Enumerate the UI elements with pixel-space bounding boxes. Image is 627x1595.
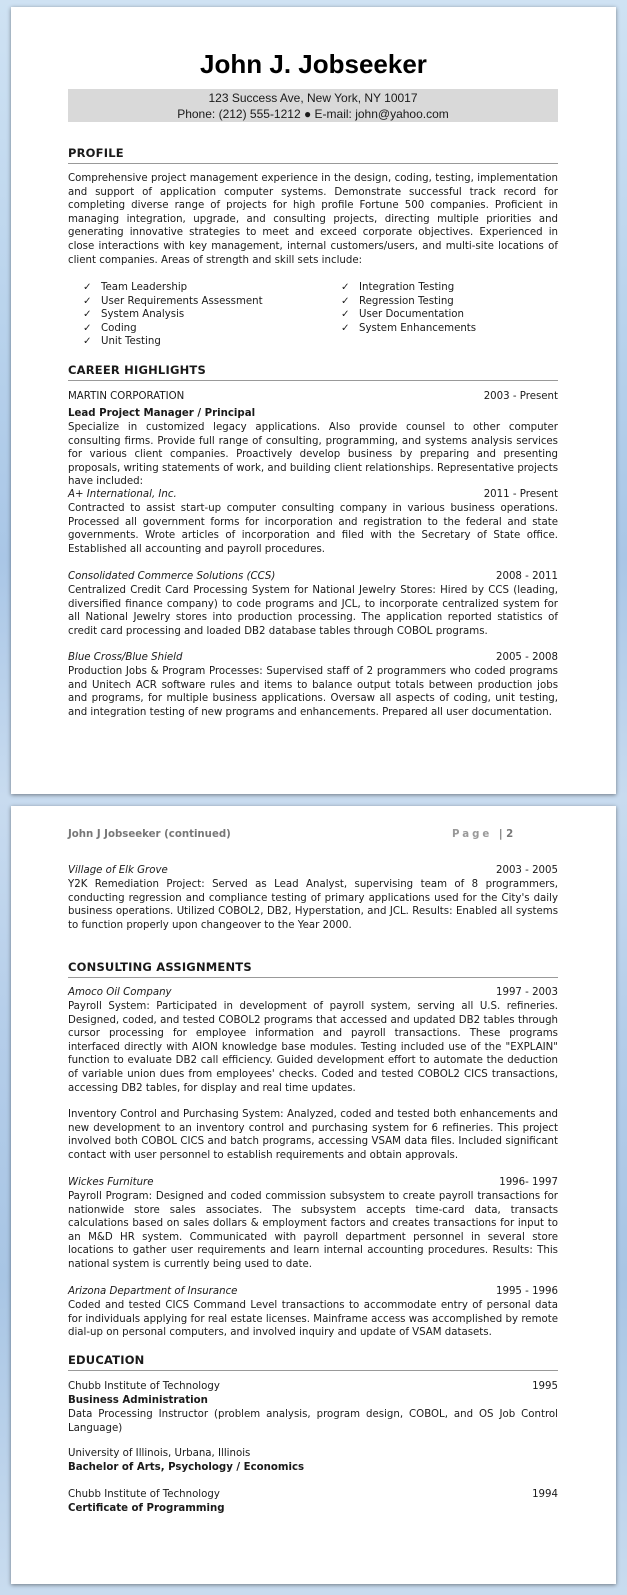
company: Wickes Furniture	[68, 1177, 154, 1188]
candidate-name: John J. Jobseeker	[200, 49, 427, 79]
skills-list-left	[83, 281, 263, 349]
resume-page-1	[11, 7, 616, 794]
company: Arizona Department of Insurance	[68, 1286, 238, 1297]
page-indicator: Page | 2	[452, 829, 514, 840]
job-description: Y2K Remediation Project: Served as Lead Analyst, supervising team of 8 programmers, conducting regression and compliance testing of primary applications used for the City's daily business operations. Utilized COBOL2, DB2, Hyperstation, and JCL. Results: Enabled all systems to function properly upon changeover to the Year 2000.	[68, 879, 558, 931]
check-icon: ✓	[341, 309, 350, 321]
job-header	[68, 864, 558, 878]
list-item: ✓ User Requirements Assessment	[83, 295, 263, 307]
list-item: ✓ Coding	[83, 322, 137, 334]
company: A+ International, Inc.	[68, 489, 177, 500]
company: MARTIN CORPORATION	[68, 391, 185, 402]
degree: Certificate of Programming	[68, 1503, 225, 1514]
job-description: Specialize in customized legacy applications. Also provide counsel to other computer consulting firms. Provide full range of consulting, programming, and systems analysis services for various client companies. Proactively develop business by preparing and presenting proposals, writing statements of work, and building client relationships. Representative projects have included:	[68, 422, 558, 488]
job-description: Production Jobs & Program Processes: Supervised staff of 2 programmers who coded programs and Unitech ACR software rules and items to balance output totals between production jobs and programs, for multiple business applications. Oversaw all aspects of coding, unit testing, and integration testing of new programs and enhancements. Prepared all user documentation.	[68, 666, 558, 718]
job-description: Payroll Program: Designed and coded commission subsystem to create payroll transactions for nationwide store sales associates. The subsystem accepts time-card data, transacts calculations based on sales dollars & employment factors and creates transactions for input to an M&D HR system. Communicated with payroll department personnel in several store locations to gather user requirements and learn internal accounting procedures. Results: This national system is currently being used to date.	[68, 1191, 558, 1270]
job-header	[68, 570, 558, 584]
dates: 2005 - 2008	[495, 652, 558, 663]
company: Blue Cross/Blue Shield	[68, 652, 183, 663]
company: Village of Elk Grove	[68, 865, 168, 876]
check-icon: ✓	[83, 336, 92, 348]
career-heading: CAREER HIGHLIGHTS	[68, 363, 558, 381]
company: Amoco Oil Company	[68, 987, 172, 998]
dates: 1996- 1997	[499, 1177, 558, 1188]
dates: 1995 - 1996	[495, 1286, 558, 1297]
school: Chubb Institute of Technology	[68, 1489, 220, 1500]
check-icon: ✓	[341, 295, 350, 307]
school: University of Illinois, Urbana, Illinois	[68, 1448, 251, 1459]
list-item: ✓ Unit Testing	[83, 336, 161, 348]
dates: 2008 - 2011	[495, 571, 558, 582]
job-description: Centralized Credit Card Processing System for National Jewelry Stores: Hired by CCS (leading, diversified finance company) to code programs and JCL, to incorporate centralized system for all National Jewelry stores into production processing. The application reported statistics of credit card processing and loaded DB2 database tables through COBOL programs.	[68, 585, 558, 637]
degree: Bachelor of Arts, Psychology / Economics	[68, 1462, 305, 1473]
year: 1994	[532, 1489, 558, 1500]
list-item: ✓ Integration Testing	[341, 282, 455, 293]
profile-summary: Comprehensive project management experience in the design, coding, testing, implementation and support of application computer systems. Demonstrate successful track record for completing diverse range of projects for high profile Fortune 500 companies. Proficient in managing integration, upgrade, and consulting projects, directing multiple priorities and generating innovative strategies to meet and exceed corporate objectives. Experienced in close interactions with key management, internal customers/users, and multi-site locations of client companies. Areas of strength and skill sets include:	[68, 173, 558, 266]
profile-heading: PROFILE	[68, 146, 558, 164]
dates: 2003 - 2005	[495, 865, 558, 876]
check-icon: ✓	[83, 309, 92, 321]
job-header	[68, 1285, 558, 1299]
contact-box	[68, 89, 558, 122]
job-description: Contracted to assist start-up computer consulting company in various business operations. Processed all government forms for incorporation and registration to the federal and state governments. Wrote articles of incorporation and filed with the Secretary of State office. Established all accounting and payroll procedures.	[68, 503, 558, 555]
job-description: Inventory Control and Purchasing System: Analyzed, coded and tested both enhancements and new development to an inventory control and purchasing system for 6 refineries. This project involved both COBOL CICS and batch programs, accessing VSAM data files. Included significant contact with user personnel to establish requirements and obtain approvals.	[68, 1109, 558, 1161]
running-header	[68, 829, 558, 840]
check-icon: ✓	[83, 295, 92, 307]
company: Consolidated Commerce Solutions (CCS)	[68, 571, 276, 582]
year: 1995	[532, 1381, 558, 1392]
job-header	[68, 488, 558, 502]
check-icon: ✓	[341, 322, 350, 334]
dates: 1997 - 2003	[495, 987, 558, 998]
job-description: Payroll System: Participated in development of payroll system, serving all U.S. refineries. Designed, coded, and tested COBOL2 programs that accessed and updated DB2 tables through cursor processing for employee information and payroll transactions. These programs interfaced directly with AION knowledge base modules. Testing included use of the "EXPLAIN" function to evaluate DB2 call efficiency. Guided development effort to automate the deduction of variable union dues from employees' checks. Coded and tested COBOL2 CICS transactions, accessing DB2 tables, for display and real time updates.	[68, 1001, 558, 1094]
check-icon: ✓	[83, 322, 92, 334]
job-header	[68, 651, 558, 665]
education-heading: EDUCATION	[68, 1353, 558, 1371]
job-header	[68, 390, 558, 404]
list-item: ✓ Team Leadership	[83, 282, 188, 293]
list-item: ✓ Regression Testing	[341, 295, 454, 307]
dates: 2011 - Present	[483, 489, 558, 500]
school: Chubb Institute of Technology	[68, 1381, 220, 1392]
list-item: ✓ System Enhancements	[341, 322, 477, 334]
list-item: ✓ User Documentation	[341, 309, 464, 321]
education-header	[68, 1447, 558, 1461]
job-title: Lead Project Manager / Principal	[68, 408, 256, 419]
check-icon: ✓	[341, 282, 350, 293]
consulting-heading: CONSULTING ASSIGNMENTS	[68, 960, 558, 978]
address: 123 Success Ave, New York, NY 10017	[208, 91, 418, 105]
education-note: Data Processing Instructor (problem analysis, program design, COBOL, and OS Job Control Language)	[68, 1409, 558, 1434]
skills-list-right	[341, 281, 476, 335]
list-item: ✓ System Analysis	[83, 309, 185, 321]
education-header	[68, 1488, 558, 1502]
check-icon: ✓	[83, 282, 92, 293]
phone-email: Phone: (212) 555-1212 ● E-mail: john@yahoo.com	[177, 107, 449, 121]
dates: 2003 - Present	[483, 391, 558, 402]
job-header	[68, 986, 558, 1000]
job-header	[68, 1176, 558, 1190]
job-description: Coded and tested CICS Command Level transactions to accommodate entry of personal data for individuals applying for real estate licenses. Mainframe access was accomplished by remote dial-up on personal computers, and involved inquiry and update of VSAM datasets.	[68, 1300, 558, 1339]
degree: Business Administration	[68, 1395, 208, 1406]
resume-page-2	[11, 806, 616, 1584]
education-header	[68, 1380, 558, 1394]
running-header-name: John J Jobseeker (continued)	[68, 829, 231, 840]
